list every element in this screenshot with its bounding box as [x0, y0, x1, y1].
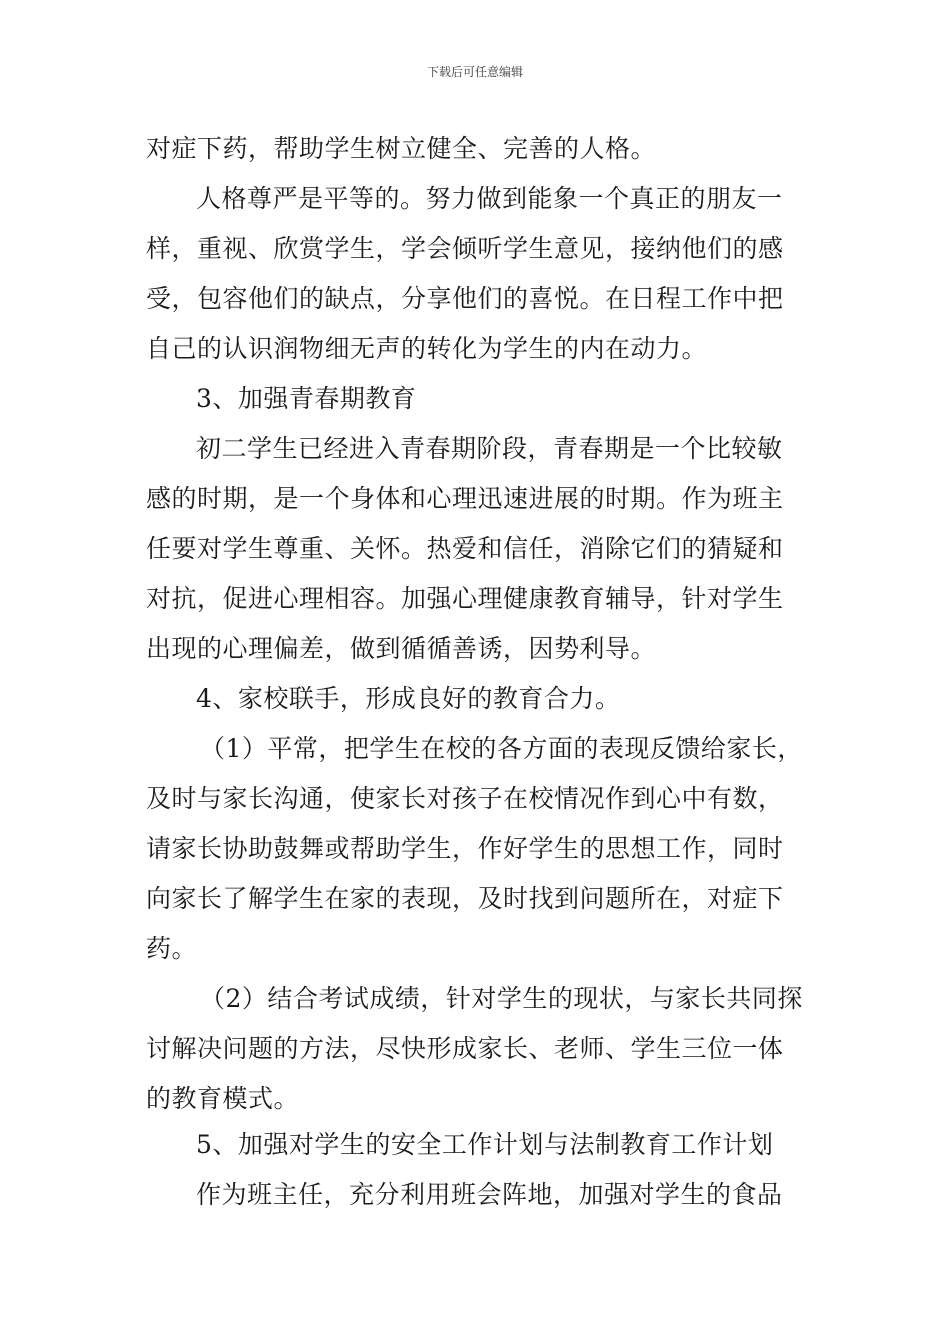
- text-line: 及时与家长沟通，使家长对孩子在校情况作到心中有数，: [146, 784, 784, 813]
- section-heading: 5、加强对学生的安全工作计划与法制教育工作计划: [196, 1130, 774, 1159]
- text-line: 初二学生已经进入青春期阶段，青春期是一个比较敏: [196, 434, 783, 463]
- text-line: 任要对学生尊重、关怀。热爱和信任，消除它们的猜疑和: [146, 534, 784, 563]
- text-line: 对症下药，帮助学生树立健全、完善的人格。: [146, 134, 657, 163]
- text-line: 请家长协助鼓舞或帮助学生，作好学生的思想工作，同时: [146, 834, 784, 863]
- text-line: 出现的心理偏差，做到循循善诱，因势利导。: [146, 634, 657, 663]
- text-line: 样，重视、欣赏学生，学会倾听学生意见，接纳他们的感: [146, 234, 784, 263]
- text-line: 向家长了解学生在家的表现，及时找到问题所在，对症下: [146, 884, 784, 913]
- text-line: 对抗，促进心理相容。加强心理健康教育辅导，针对学生: [146, 584, 784, 613]
- text-line: 人格尊严是平等的。努力做到能象一个真正的朋友一: [196, 184, 783, 213]
- text-line: 感的时期，是一个身体和心理迅速进展的时期。作为班主: [146, 484, 784, 513]
- text-line: 药。: [146, 934, 198, 963]
- page-header: 下载后可任意编辑: [426, 65, 523, 79]
- text-line: 讨解决问题的方法，尽快形成家长、老师、学生三位一体: [146, 1034, 784, 1063]
- text-line: 作为班主任，充分利用班会阵地，加强对学生的食品: [196, 1180, 783, 1209]
- text-line: （2）结合考试成绩，针对学生的现状，与家长共同探: [200, 984, 803, 1013]
- text-line: 的教育模式。: [146, 1084, 300, 1113]
- text-line: （1）平常，把学生在校的各方面的表现反馈给家长，: [200, 734, 803, 763]
- text-line: 受，包容他们的缺点，分享他们的喜悦。在日程工作中把: [146, 284, 784, 313]
- section-heading: 4、家校联手，形成良好的教育合力。: [196, 684, 621, 713]
- section-heading: 3、加强青春期教育: [196, 384, 417, 413]
- text-line: 自己的认识润物细无声的转化为学生的内在动力。: [146, 334, 708, 363]
